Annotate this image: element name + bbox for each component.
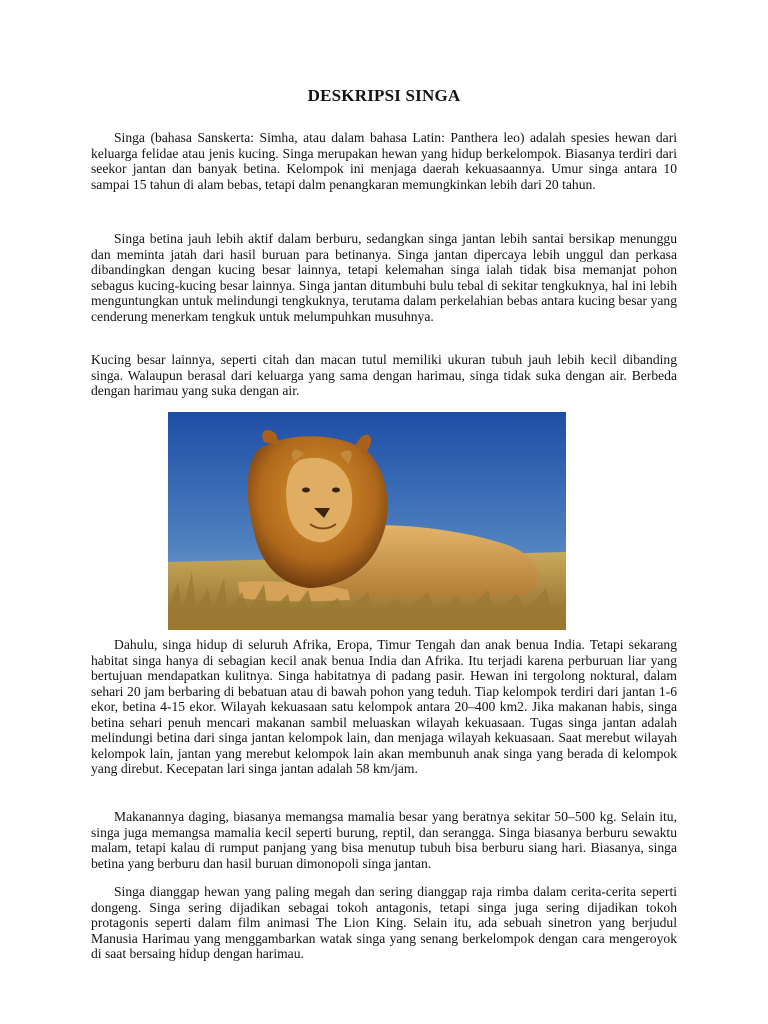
lion-photo [168, 412, 566, 630]
paragraph-6: Singa dianggap hewan yang paling megah dan sering dianggap raja rimba dalam cerita-cerita seperti dongeng. Singa sering dijadikan sebagai tokoh antagonis, tetapi singa juga sering dijadikan tokoh protagonis seperti dalam film animasi The Lion King. Selain itu, ada sebuah sinetron yang berjudul Manusia Harimau yang menggambarkan watak singa yang senang berkelompok dengan cara mengeroyok di saat bersaing hidup dengan harimau. [91, 884, 677, 961]
document-title: DESKRIPSI SINGA [307, 86, 461, 105]
paragraph-4: Dahulu, singa hidup di seluruh Afrika, Eropa, Timur Tengah dan anak benua India. Tetapi sekarang habitat singa hanya di sebagian kecil anak benua India dan Afrika. Itu terjadi karena perburuan liar yang bertujuan mendapatkan kulitnya. Singa habitatnya di padang pasir. Hewan ini tergolong noktural, dalam sehari 20 jam berbaring di bebatuan atau di bawah pohon yang teduh. Tiap kelompok terdiri dari jantan 1-6 ekor, betina 4-15 ekor. Wilayah kekuasaan satu kelompok antara 20–400 km2. Jika makanan habis, singa betina sehari penuh mencari makanan sambil meluaskan wilayah kekuasaan. Tugas singa jantan adalah melindungi betina dari singa jantan kelompok lain, dan menjaga wilayah kekuasaan. Saat merebut wilayah kelompok lain, jantan yang merebut kelompok lain akan membunuh anak singa yang berada di kelompok yang direbut. Kecepatan lari singa jantan adalah 58 km/jam. [91, 637, 677, 776]
paragraph-1: Singa (bahasa Sanskerta: Simha, atau dalam bahasa Latin: Panthera leo) adalah spesies hewan dari keluarga felidae atau jenis kucing. Singa merupakan hewan yang hidup berkelompok. Biasanya terdiri dari seekor jantan dan banyak betina. Kelompok ini menjaga daerah kekuasaannya. Umur singa antara 10 sampai 15 tahun di alam bebas, tetapi dalm penangkaran memungkinkan lebih dari 20 tahun. [91, 130, 677, 192]
paragraph-5: Makanannya daging, biasanya memangsa mamalia besar yang beratnya sekitar 50–500 kg. Selain itu, singa juga memangsa mamalia kecil seperti burung, reptil, dan serangga. Singa biasanya berburu sewaktu malam, tetapi kalau di rumput panjang yang bisa menutup tubuh bisa berburu siang hari. Biasanya, singa betina yang berburu dan hasil buruan dimonopoli singa jantan. [91, 809, 677, 871]
paragraph-3: Kucing besar lainnya, seperti citah dan macan tutul memiliki ukuran tubuh jauh lebih kecil dibanding singa. Walaupun berasal dari keluarga yang sama dengan harimau, singa tidak suka dengan air. Berbeda dengan harimau yang suka dengan air. [91, 352, 677, 398]
paragraph-2: Singa betina jauh lebih aktif dalam berburu, sedangkan singa jantan lebih santai bersikap menunggu dan meminta jatah dari hasil buruan para betinanya. Singa jantan dipercaya lebih unggul dan perkasa dibandingkan dengan kucing besar lainnya, tetapi kelemahan singa ialah tidak bisa memanjat pohon sebagus kucing-kucing besar lainnya. Singa jantan ditumbuhi bulu tebal di sekitar tengkuknya, hal ini lebih menguntungkan untuk melindungi tengkuknya, terutama dalam perkelahian bebas antara kucing besar yang cenderung menerkam tengkuk untuk melumpuhkan musuhnya. [91, 231, 677, 324]
